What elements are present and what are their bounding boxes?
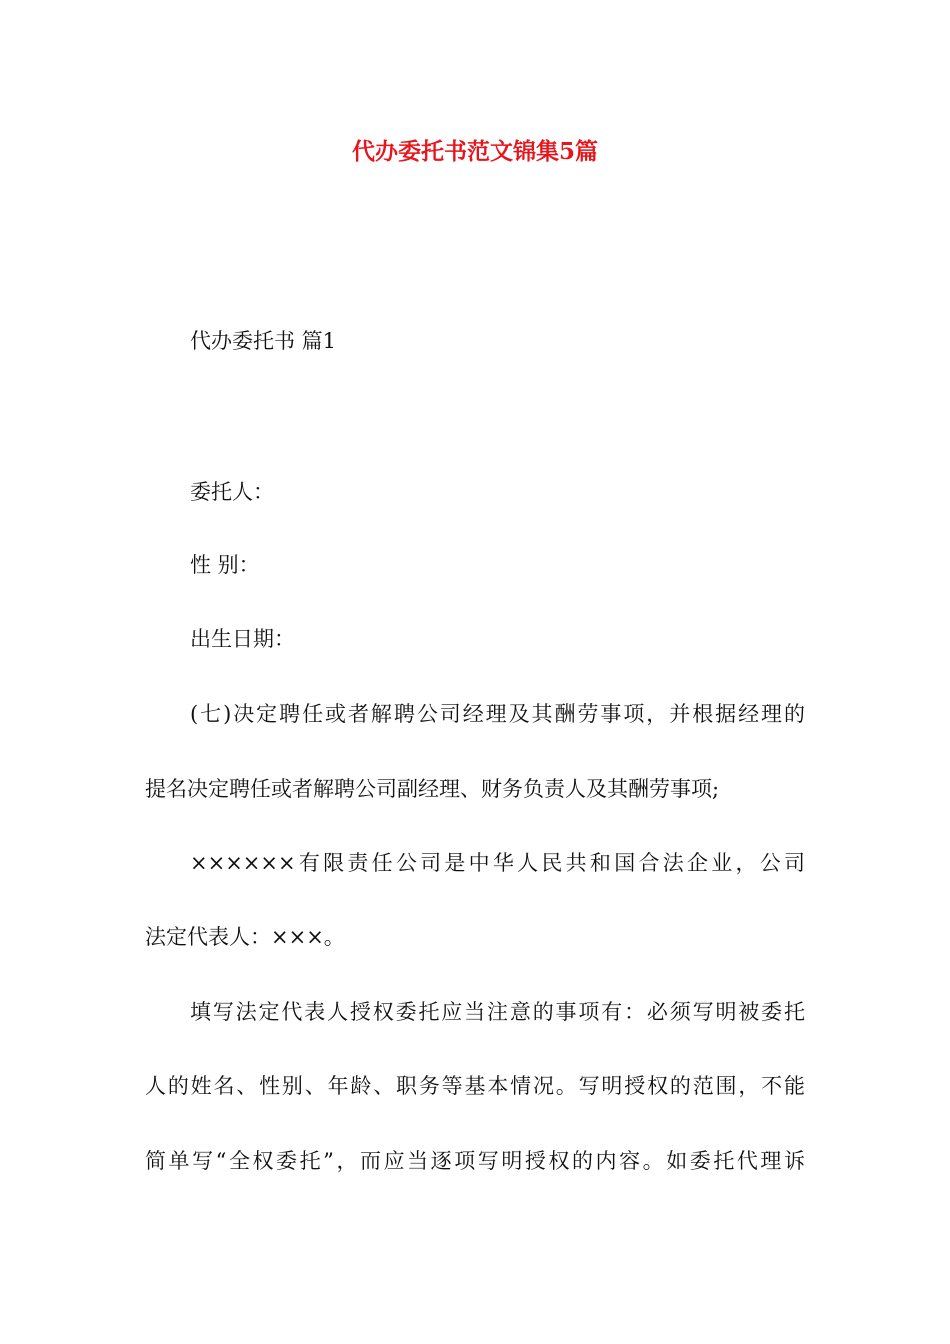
paragraph-3-line-3: 简单写“全权委托”，而应当逐项写明授权的内容。如委托代理诉 [145,1149,805,1173]
field-client-label: 委托人： [190,480,274,504]
paragraph-1-line-1: (七)决定聘任或者解聘公司经理及其酬劳事项，并根据经理的 [190,702,805,726]
field-birthdate-label: 出生日期： [190,627,295,651]
paragraph-1-line-2: 提名决定聘任或者解聘公司副经理、财务负责人及其酬劳事项; [145,777,720,801]
paragraph-2-line-1: ××××××有限责任公司是中华人民共和国合法企业，公司 [190,851,805,875]
document-title: 代办委托书范文锦集5篇 [351,138,598,165]
field-gender-label: 性 别： [190,553,260,577]
paragraph-3-line-2: 人的姓名、性别、年龄、职务等基本情况。写明授权的范围，不能 [145,1074,805,1098]
section-heading: 代办委托书 篇1 [190,329,337,353]
paragraph-2-line-2: 法定代表人：×××。 [145,925,345,949]
paragraph-3-line-1: 填写法定代表人授权委托应当注意的事项有：必须写明被委托 [190,1000,805,1024]
